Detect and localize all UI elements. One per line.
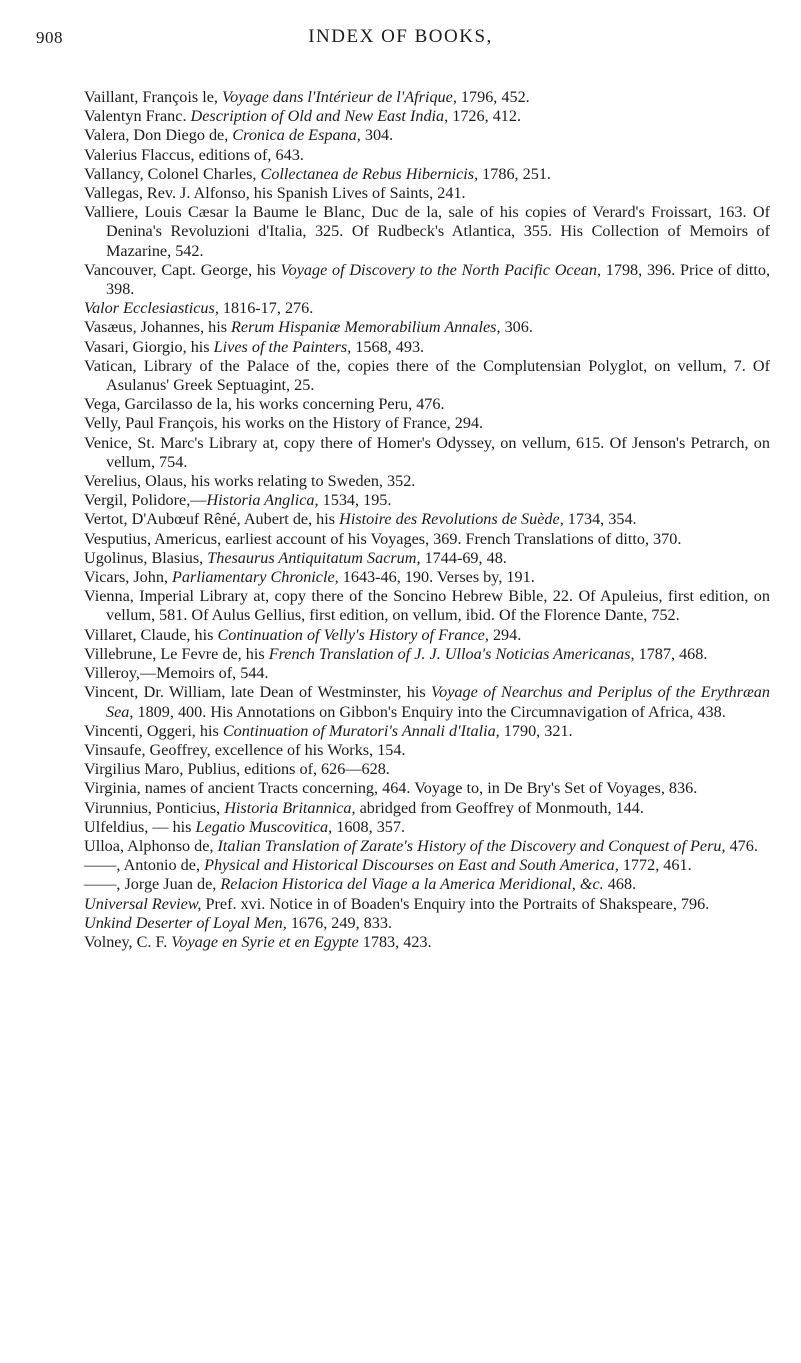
entry-text: Vallancy, Colonel Charles, [84, 164, 261, 183]
index-entry [84, 856, 770, 875]
entry-text: 1643-46, 190. Verses by, 191. [338, 568, 535, 587]
entry-text: Villaret, Claude, his [84, 625, 218, 644]
entry-text: Verelius, Olaus, his works relating to Sweden, 352. [84, 472, 416, 491]
italic-title: Valor Ecclesiasticus, [84, 299, 219, 318]
index-entries [84, 88, 770, 952]
index-entry [84, 587, 770, 625]
entry-text: 1783, 423. [358, 932, 432, 951]
entry-text: Vincent, Dr. William, late Dean of Westminster, his [84, 683, 432, 702]
index-entry [84, 510, 770, 529]
italic-title: Relacion Historica del Viage a la America Meridional, &c. [220, 875, 604, 894]
index-entry [84, 549, 770, 568]
entry-text: Valentyn Franc. [84, 107, 191, 126]
entry-text: Vancouver, Capt. George, his [84, 260, 281, 279]
index-entry [84, 184, 770, 203]
index-entry [84, 818, 770, 837]
index-entry [84, 107, 770, 126]
entry-text: Venice, St. Marc's Library at, copy there of Homer's Odyssey, on vellum, 615. Of Jenson's Petrarch, on vellum, 754. [84, 433, 770, 471]
index-entry [84, 799, 770, 818]
running-title: INDEX OF BOOKS, [308, 26, 493, 47]
italic-title: Italian Translation of Zarate's History of the Discovery and Conquest of Peru, [217, 836, 726, 855]
entry-text: Vicars, John, [84, 568, 173, 587]
entry-text: 306. [500, 318, 533, 337]
index-entry [84, 299, 770, 318]
index-entry [84, 318, 770, 337]
index-entry [84, 837, 770, 856]
entry-text: Virgilius Maro, Publius, editions of, 626—628. [84, 760, 390, 779]
entry-text: Volney, C. F. [84, 932, 172, 951]
italic-title: Physical and Historical Discourses on East and South America, [204, 856, 619, 875]
index-entry [84, 472, 770, 491]
index-entry [84, 683, 770, 721]
index-entry [84, 626, 770, 645]
italic-title: Parliamentary Chronicle, [172, 568, 339, 587]
index-entry [84, 664, 770, 683]
entry-text: 1744-69, 48. [420, 548, 507, 567]
entry-text: Vinsaufe, Geoffrey, excellence of his Works, 154. [84, 740, 406, 759]
entry-text: 1798, 396. Price of ditto, 398. [106, 260, 770, 299]
entry-text: Valera, Don Diego de, [84, 126, 233, 145]
index-entry [84, 779, 770, 798]
italic-title: Cronica de Espana, [232, 126, 361, 145]
index-entry [84, 741, 770, 760]
entry-text: Virunnius, Ponticius, [84, 798, 225, 817]
entry-text: Vincenti, Oggeri, his [84, 721, 223, 740]
entry-text: 1809, 400. His Annotations on Gibbon's Enquiry into the Circumnavigation of Africa, 438. [133, 702, 726, 721]
entry-text: 294. [488, 625, 522, 644]
entry-text: ——, Jorge Juan de, [84, 875, 221, 894]
index-entry [84, 568, 770, 587]
entry-text: 1787, 468. [634, 644, 708, 663]
index-entry [84, 875, 770, 894]
entry-text: 304. [360, 126, 394, 145]
italic-title: Unkind Deserter of Loyal Men, [84, 913, 287, 932]
index-entry [84, 895, 770, 914]
entry-text: Valliere, Louis Cæsar la Baume le Blanc, Duc de la, sale of his copies of Verard's Froissart, 163. Of Denina's Revoluzioni d'Italia, 325. Of Rudbeck's Atlantica, 355. His Collection of Memoirs of Mazarine, 542. [84, 203, 770, 260]
entry-text: Vasæus, Johannes, his [84, 318, 232, 337]
index-entry [84, 722, 770, 741]
entry-text: 476. [725, 836, 758, 855]
entry-text: 1786, 251. [478, 164, 551, 183]
entry-text: abridged from Geoffrey of Monmouth, 144. [355, 798, 644, 817]
index-entry [84, 261, 770, 299]
italic-title: Rerum Hispaniæ Memorabilium Annales, [231, 318, 501, 337]
entry-text: Vasari, Giorgio, his [84, 337, 214, 356]
index-entry [84, 491, 770, 510]
italic-title: Voyage of Discovery to the North Pacific Ocean, [280, 260, 602, 279]
italic-title: Voyage dans l'Intérieur de l'Afrique, [222, 88, 457, 106]
entry-text: Ulloa, Alphonso de, [84, 836, 218, 855]
entry-text: 1734, 354. [563, 510, 637, 529]
index-entry [84, 146, 770, 165]
entry-text: Vatican, Library of the Palace of the, copies there of the Complutensian Polyglot, on vellum, 7. Of Asulanus' Greek Septuagint, 25. [84, 356, 770, 395]
index-entry [84, 434, 770, 472]
entry-text: Valerius Flaccus, editions of, 643. [84, 145, 304, 164]
index-entry [84, 914, 770, 933]
index-entry [84, 933, 770, 952]
index-entry [84, 530, 770, 549]
entry-text: ——, Antonio de, [84, 856, 205, 875]
entry-text: Vega, Garcilasso de la, his works concerning Peru, 476. [84, 395, 445, 414]
italic-title: Lives of the Painters, [213, 337, 352, 356]
italic-title: Historia Britannica, [224, 798, 356, 817]
italic-title: Voyage of Nearchus and Periplus of the Erythræan Sea, [106, 683, 770, 721]
index-entry [84, 165, 770, 184]
entry-text: 1608, 357. [332, 817, 406, 836]
entry-text: 1726, 412. [448, 107, 522, 126]
index-entry [84, 338, 770, 357]
entry-text: 1796, 452. [456, 88, 530, 106]
entry-text: Villebrune, Le Fevre de, his [84, 644, 269, 663]
italic-title: Collectanea de Rebus Hibernicis, [260, 164, 479, 183]
entry-text: Velly, Paul François, his works on the History of France, 294. [84, 414, 484, 433]
entry-text: 1790, 321. [499, 721, 573, 740]
entry-text: Ugolinus, Blasius, [84, 548, 208, 567]
entry-text: Villeroy,—Memoirs of, 544. [84, 664, 269, 683]
index-entry [84, 126, 770, 145]
index-entry [84, 357, 770, 395]
entry-text: Vallegas, Rev. J. Alfonso, his Spanish Lives of Saints, 241. [84, 184, 466, 203]
italic-title: French Translation of J. J. Ulloa's Noticias Americanas, [268, 644, 635, 663]
entry-text: 468. [603, 875, 637, 894]
italic-title: Thesaurus Antiquitatum Sacrum, [207, 548, 421, 567]
entry-text: Vertot, D'Aubœuf Rêné, Aubert de, his [84, 510, 340, 529]
index-entry [84, 88, 770, 107]
index-entry [84, 203, 770, 261]
entry-text: Virginia, names of ancient Tracts concerning, 464. Voyage to, in De Bry's Set of Voyages, 836. [84, 779, 698, 798]
index-entry [84, 645, 770, 664]
italic-title: Historia Anglica, [206, 491, 319, 510]
entry-text: 1568, 493. [351, 337, 425, 356]
index-entry [84, 395, 770, 414]
entry-text: 1676, 249, 833. [286, 913, 392, 932]
entry-text: 1534, 195. [318, 491, 392, 510]
index-entry [84, 414, 770, 433]
entry-text: Vienna, Imperial Library at, copy there of the Soncino Hebrew Bible, 22. Of Apuleius, first edition, on vellum, 581. Of Aulus Gellius, first edition, on vellum, ibid. Of the Florence Dante, 752. [84, 587, 770, 625]
entry-text: Ulfeldius, — his [84, 817, 196, 836]
entry-text: Pref. xvi. Notice in of Boaden's Enquiry into the Portraits of Shakspeare, 796. [201, 894, 710, 913]
entry-text: 1772, 461. [618, 856, 692, 875]
italic-title: Continuation of Velly's History of France, [217, 625, 489, 644]
italic-title: Legatio Muscovitica, [195, 817, 333, 836]
italic-title: Voyage en Syrie et en Egypte [171, 932, 359, 951]
entry-text: Vaillant, François le, [84, 88, 223, 106]
entry-text: Vesputius, Americus, earliest account of his Voyages, 369. French Translations of ditto, 370. [84, 529, 682, 548]
italic-title: Histoire des Revolutions de Suède, [339, 510, 564, 529]
entry-text: Vergil, Polidore,— [84, 491, 207, 510]
page-number: 908 [36, 28, 63, 47]
italic-title: Continuation of Muratori's Annali d'Italia, [222, 721, 500, 740]
entry-text: 1816-17, 276. [218, 299, 314, 318]
index-entry [84, 760, 770, 779]
italic-title: Universal Review, [84, 894, 202, 913]
italic-title: Description of Old and New East India, [190, 107, 449, 126]
